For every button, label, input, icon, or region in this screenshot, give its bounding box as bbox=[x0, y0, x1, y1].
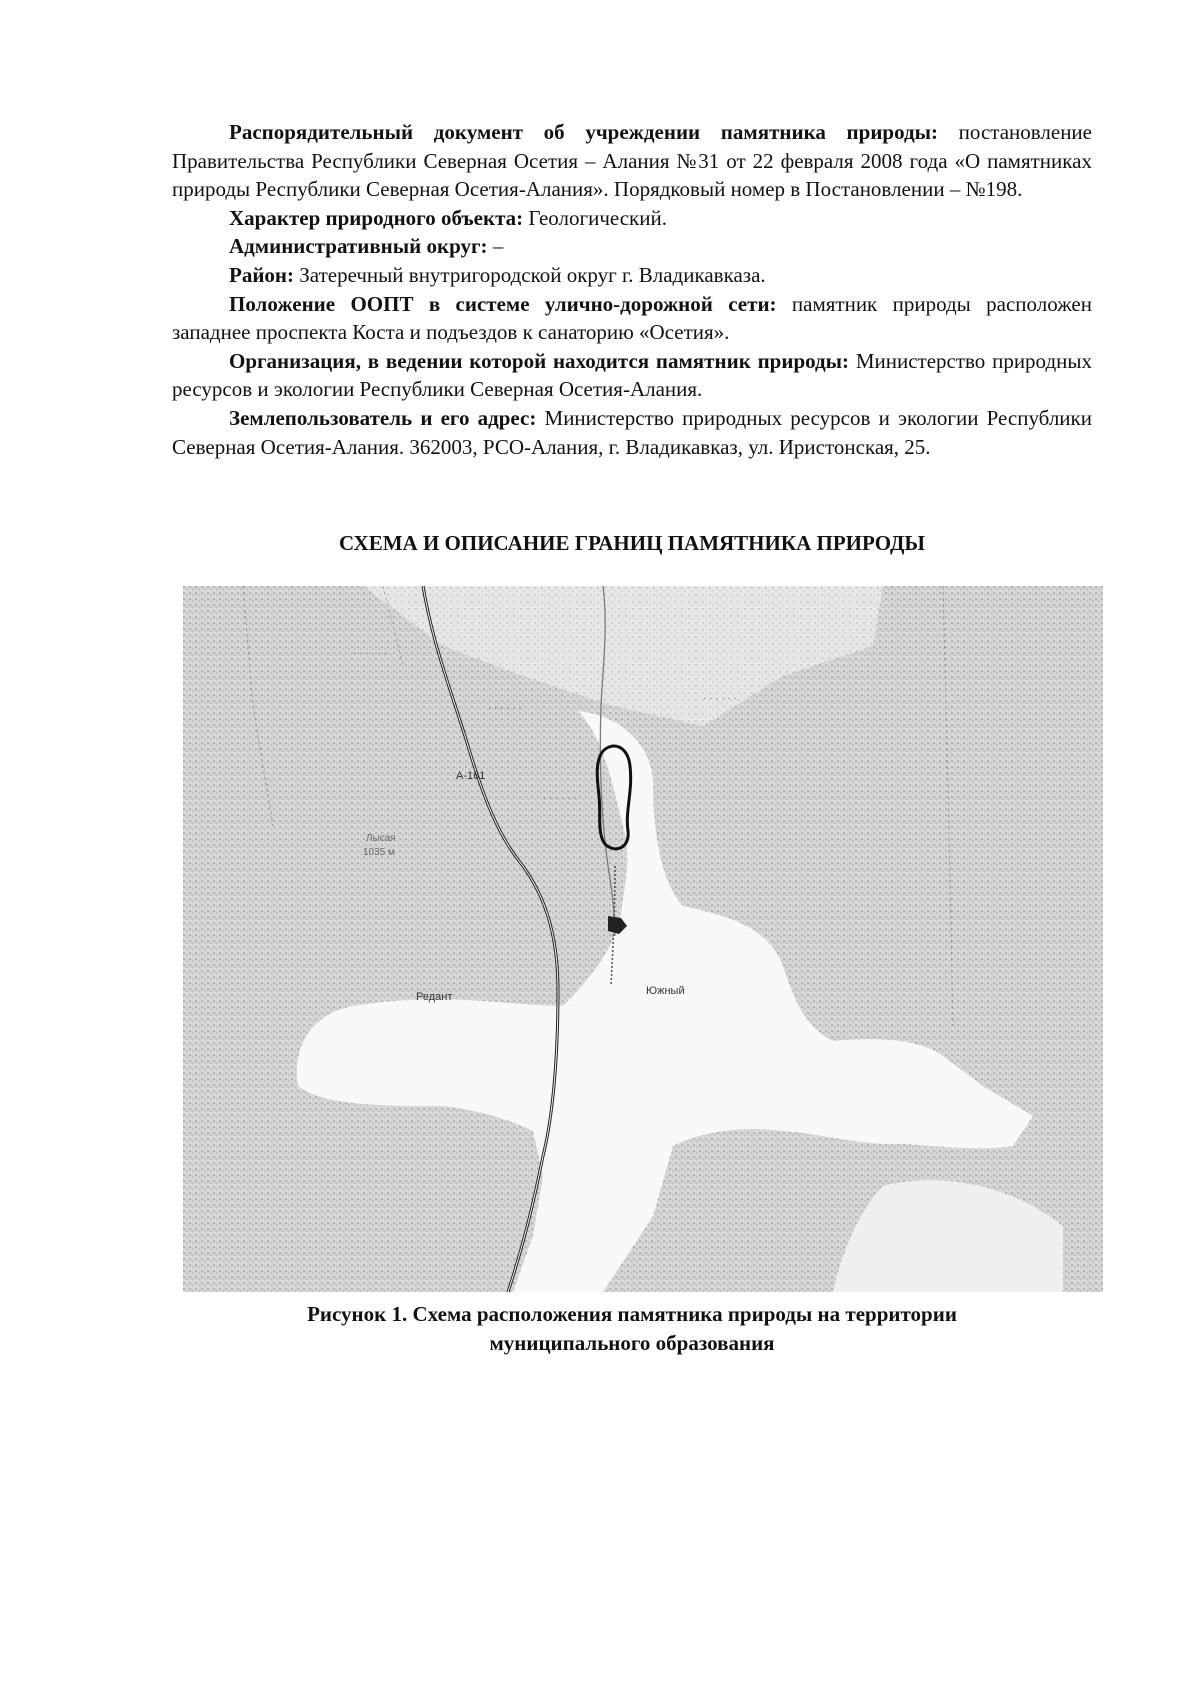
caption-line-1: Рисунок 1. Схема расположения памятника природы на территории bbox=[307, 1302, 957, 1326]
text-road-position: памятник природы расположен западнее проспекта Коста и подъездов к санаторию «Осетия». bbox=[172, 291, 1092, 345]
map-label-yuzhny: Южный bbox=[646, 985, 685, 997]
text-object-type: Геологический. bbox=[523, 205, 667, 230]
label-object-type: Характер природного объекта: bbox=[229, 205, 524, 230]
paragraph-object-type bbox=[172, 204, 1092, 233]
map-label-redant: Редант bbox=[416, 991, 453, 1003]
text-region: Затеречный внутригородской округ г. Владикавказа. bbox=[294, 262, 766, 287]
map-label-a161: А-161 bbox=[456, 770, 486, 782]
paragraph-organization bbox=[172, 347, 1092, 404]
text-organization: Министерство природных ресурсов и экологии Республики Северная Осетия-Алания. bbox=[172, 348, 1092, 402]
map-label-faint: · · · · · · bbox=[543, 793, 577, 804]
document-body bbox=[172, 118, 1092, 461]
label-organization: Организация, в ведении которой находится памятник природы: bbox=[229, 348, 850, 373]
figure-caption bbox=[172, 1300, 1092, 1358]
label-road-position: Положение ООПТ в системе улично-дорожной сети: bbox=[229, 291, 777, 316]
map-label-mountain-height: 1035 м bbox=[363, 847, 395, 858]
map-label-mountain-name: Лысая bbox=[366, 833, 396, 844]
map-label-faint: · · · · · · bbox=[703, 693, 737, 704]
label-decree: Распорядительный документ об учреждении памятника природы: bbox=[229, 120, 939, 144]
paragraph-admin-district bbox=[172, 232, 1092, 261]
caption-line-2: муниципального образования bbox=[489, 1331, 775, 1355]
label-region: Район: bbox=[229, 262, 295, 287]
paragraph-road-position bbox=[172, 290, 1092, 347]
paragraph-region bbox=[172, 261, 1092, 290]
location-map bbox=[183, 586, 1103, 1292]
paragraph-land-user bbox=[172, 404, 1092, 461]
text-land-user: Министерство природных ресурсов и экологии Республики Северная Осетия-Алания. 362003, РСО-Алания, г. Владикавказ, ул. Иристонская, 25. bbox=[172, 405, 1092, 459]
text-admin-district: – bbox=[487, 234, 504, 259]
map-label-faint: · · · · · · bbox=[353, 648, 387, 659]
label-admin-district: Административный округ: bbox=[229, 234, 488, 259]
section-heading: СХЕМА И ОПИСАНИЕ ГРАНИЦ ПАМЯТНИКА ПРИРОДЫ bbox=[338, 531, 926, 555]
label-land-user: Землепользователь и его адрес: bbox=[229, 405, 537, 430]
paragraph-decree bbox=[172, 118, 1092, 204]
map-label-faint: · · · · · · bbox=[488, 703, 522, 714]
text-decree: постановление Правительства Республики Северная Осетия – Алания №31 от 22 февраля 2008 года «О памятниках природы Республики Северная Осетия-Алания». Порядковый номер в Постановлении – №198. bbox=[172, 120, 1092, 202]
